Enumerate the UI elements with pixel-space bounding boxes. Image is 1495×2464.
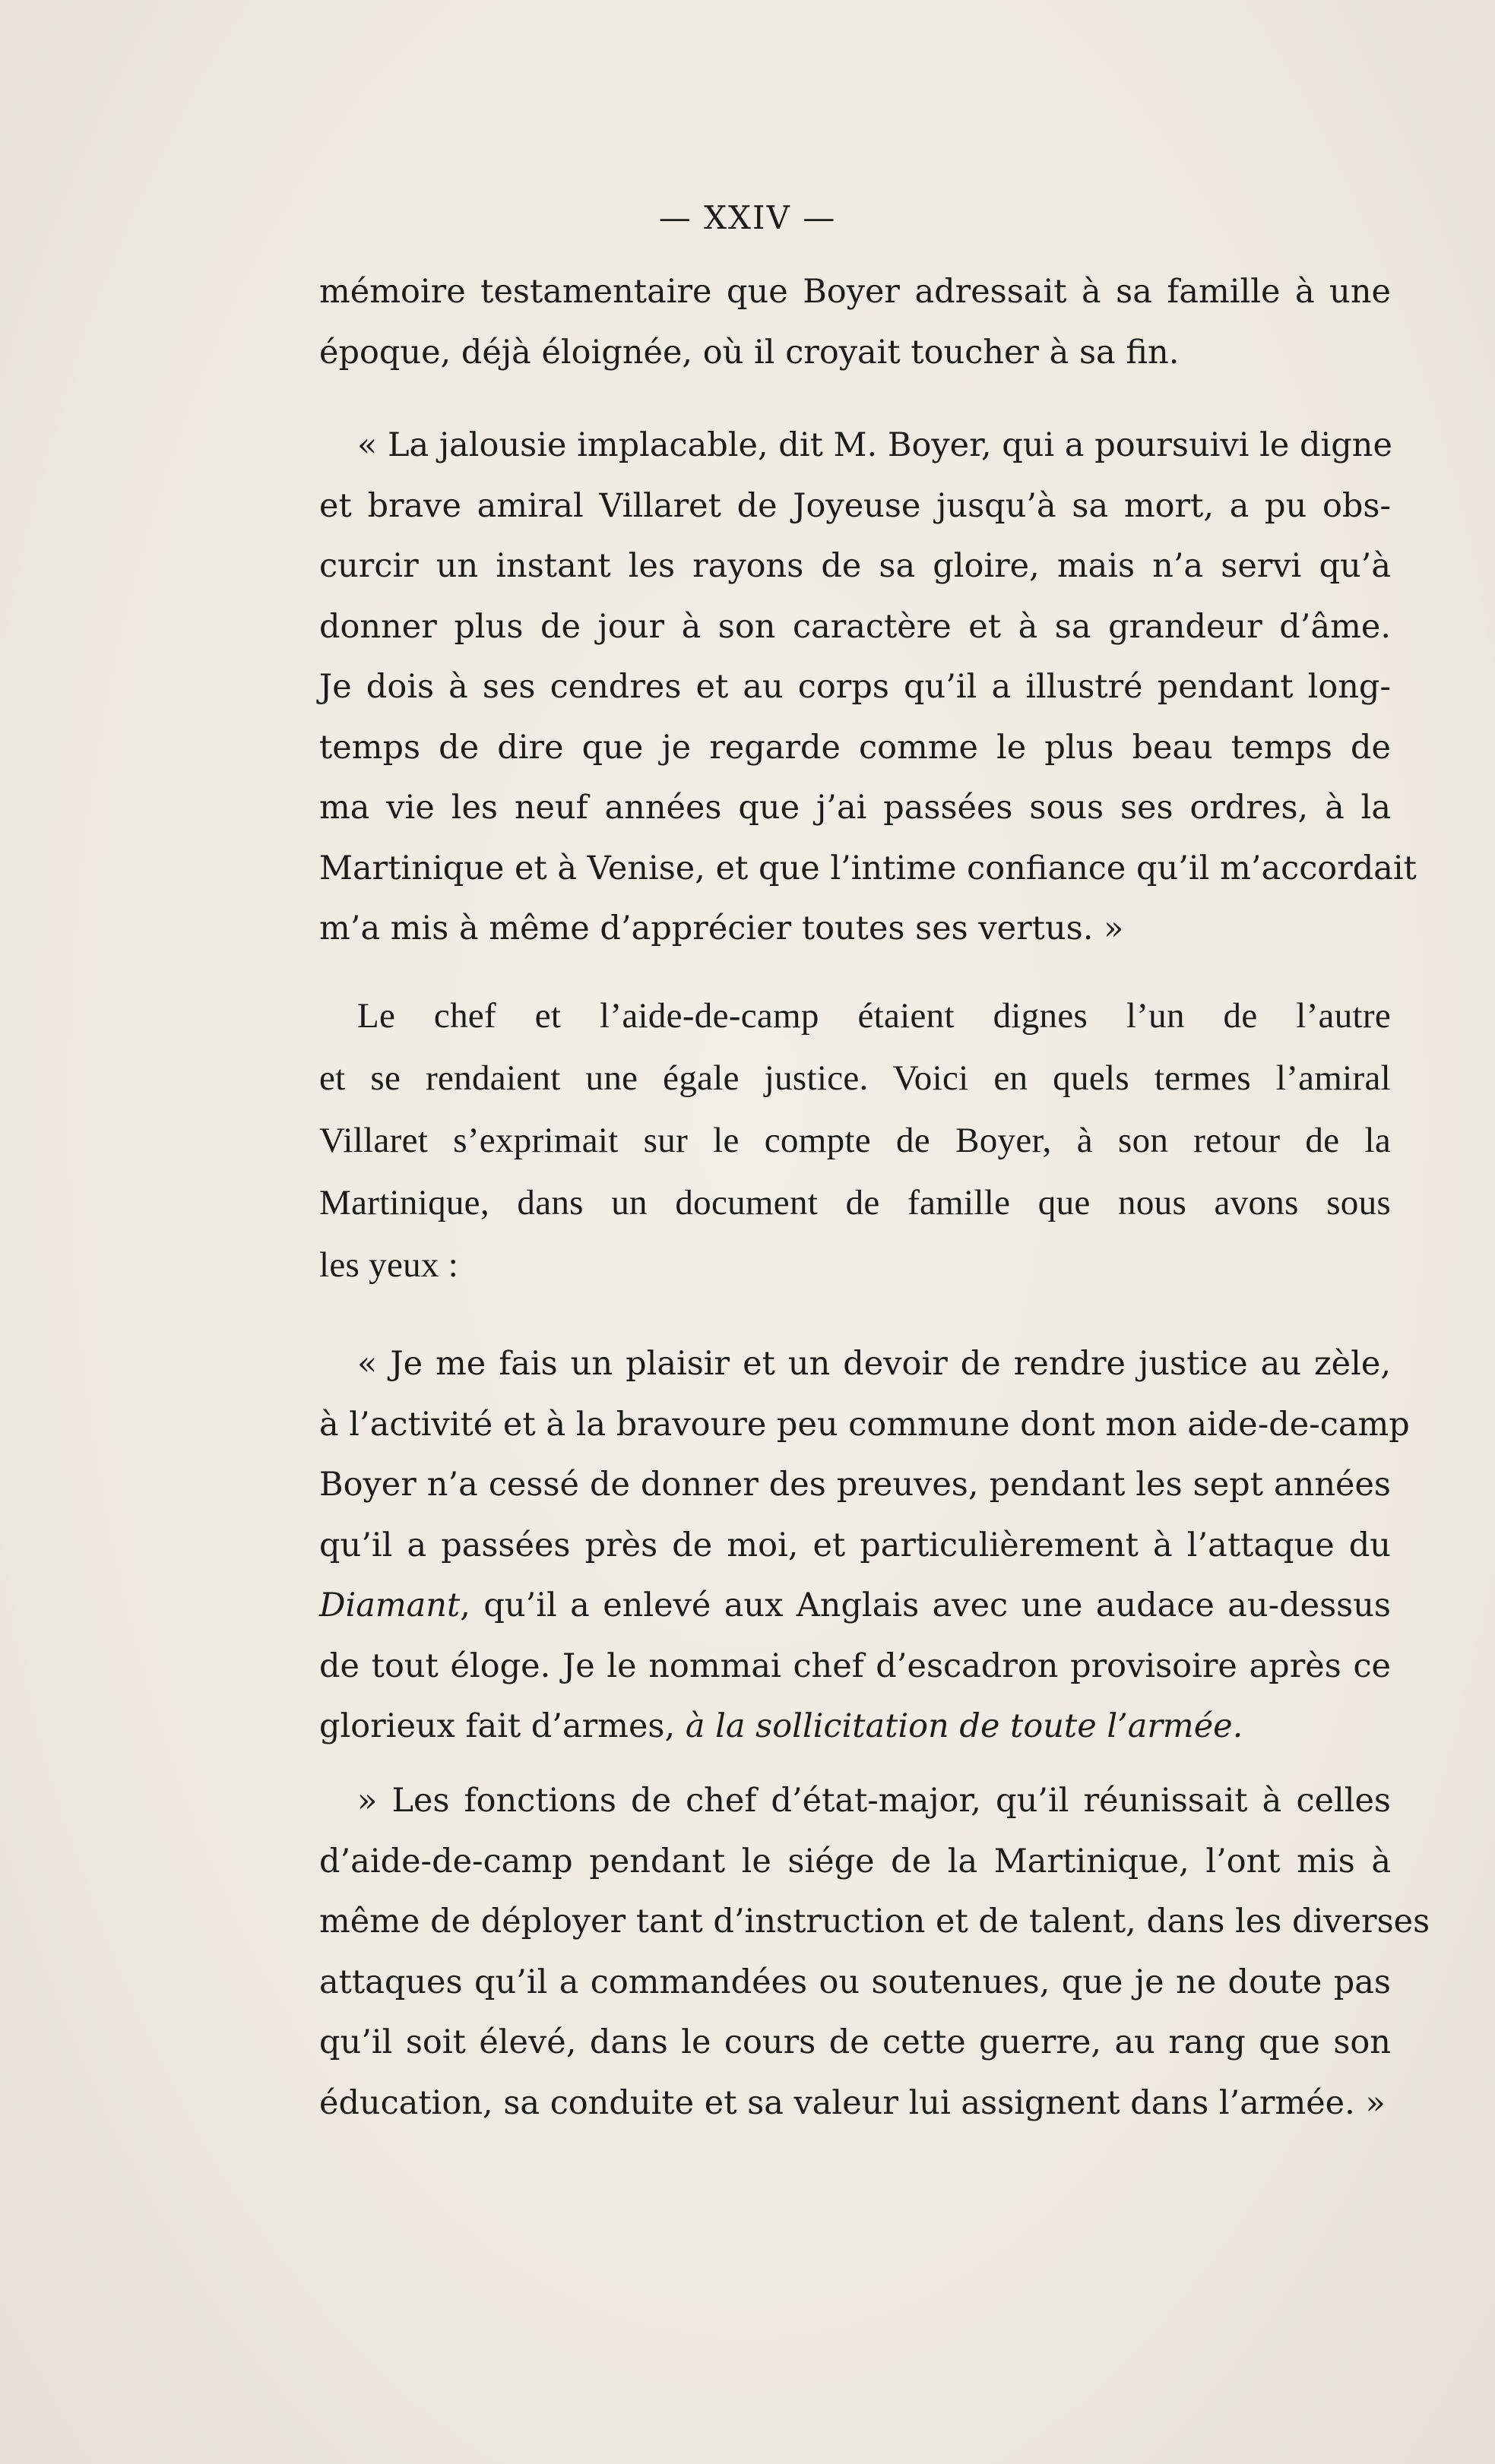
italic-text: à la sollicitation de toute l’armée. bbox=[685, 1707, 1243, 1745]
text-line: Martinique, dans un document de famille que nous avons sous bbox=[319, 1183, 1391, 1223]
text-line: Boyer n’a cessé de donner des preuves, pendant les sept années bbox=[319, 1466, 1391, 1504]
paragraph-villaret-quote-cont bbox=[319, 1771, 1430, 2133]
text-line: éducation, sa conduite et sa valeur lui assignent dans l’armée. » bbox=[319, 2083, 1386, 2122]
text-line: qu’il a passées près de moi, et particulièrement à l’attaque du bbox=[319, 1526, 1391, 1564]
text-line: qu’il soit élevé, dans le cours de cette guerre, au rang que son bbox=[319, 2023, 1391, 2061]
text-line: « Je me fais un plaisir et un devoir de rendre justice au zèle, bbox=[357, 1345, 1391, 1383]
text-line: « La jalousie implacable, dit M. Boyer, qui a poursuivi le digne bbox=[357, 426, 1392, 464]
text-line: à l’activité et à la bravoure peu commune dont mon aide-de-camp bbox=[319, 1405, 1410, 1444]
text-span: , qu’il a enlevé aux Anglais avec une audace au-dessus bbox=[460, 1586, 1391, 1624]
paragraph-continuation bbox=[319, 262, 1391, 383]
text-line: » Les fonctions de chef d’état-major, qu’il réunissait à celles bbox=[357, 1782, 1391, 1820]
text-line: Martinique et à Venise, et que l’intime confiance qu’il m’accordait bbox=[319, 849, 1417, 887]
paragraph-narrative bbox=[319, 985, 1391, 1296]
text-line: Je dois à ses cendres et au corps qu’il a illustré pendant long- bbox=[319, 668, 1391, 706]
text-line: donner plus de jour à son caractère et à sa grandeur d’âme. bbox=[319, 607, 1391, 646]
text-line: ma vie les neuf années que j’ai passées sous ses ordres, à la bbox=[319, 789, 1391, 827]
paragraph-boyer-quote bbox=[319, 416, 1417, 960]
text-line: curcir un instant les rayons de sa gloire, mais n’a servi qu’à bbox=[319, 547, 1391, 585]
text-line: même de déployer tant d’instruction et de talent, dans les diverses bbox=[319, 1903, 1430, 1941]
text-line: attaques qu’il a commandées ou soutenues, que je ne doute pas bbox=[319, 1963, 1391, 2001]
text-line: temps de dire que je regarde comme le plus beau temps de bbox=[319, 728, 1391, 767]
text-span: glorieux fait d’armes, bbox=[319, 1707, 686, 1745]
paragraph-villaret-quote bbox=[319, 1334, 1410, 1757]
text-line bbox=[319, 1576, 1391, 1637]
text-line: époque, déjà éloignée, où il croyait toucher à sa fin. bbox=[319, 333, 1180, 372]
text-line: m’a mis à même d’apprécier toutes ses vertus. » bbox=[319, 909, 1124, 947]
italic-text: Diamant bbox=[319, 1586, 461, 1624]
text-line: et se rendaient une égale justice. Voici en quels termes l’amiral bbox=[319, 1058, 1391, 1098]
text-line: et brave amiral Villaret de Joyeuse jusqu’à sa mort, a pu obs- bbox=[319, 486, 1391, 525]
page-header: — XXIV — bbox=[658, 199, 837, 236]
text-line: les yeux : bbox=[319, 1245, 459, 1285]
text-line: mémoire testamentaire que Boyer adressait à sa famille à une bbox=[319, 273, 1391, 311]
text-line: Villaret s’exprimait sur le compte de Boyer, à son retour de la bbox=[319, 1121, 1391, 1160]
text-line: Le chef et l’aide-de-camp étaient dignes l’un de l’autre bbox=[357, 996, 1391, 1036]
text-line bbox=[319, 1697, 1391, 1757]
text-line: d’aide-de-camp pendant le siége de la Martinique, l’ont mis à bbox=[319, 1842, 1391, 1880]
text-line: de tout éloge. Je le nommai chef d’escadron provisoire après ce bbox=[319, 1646, 1391, 1685]
